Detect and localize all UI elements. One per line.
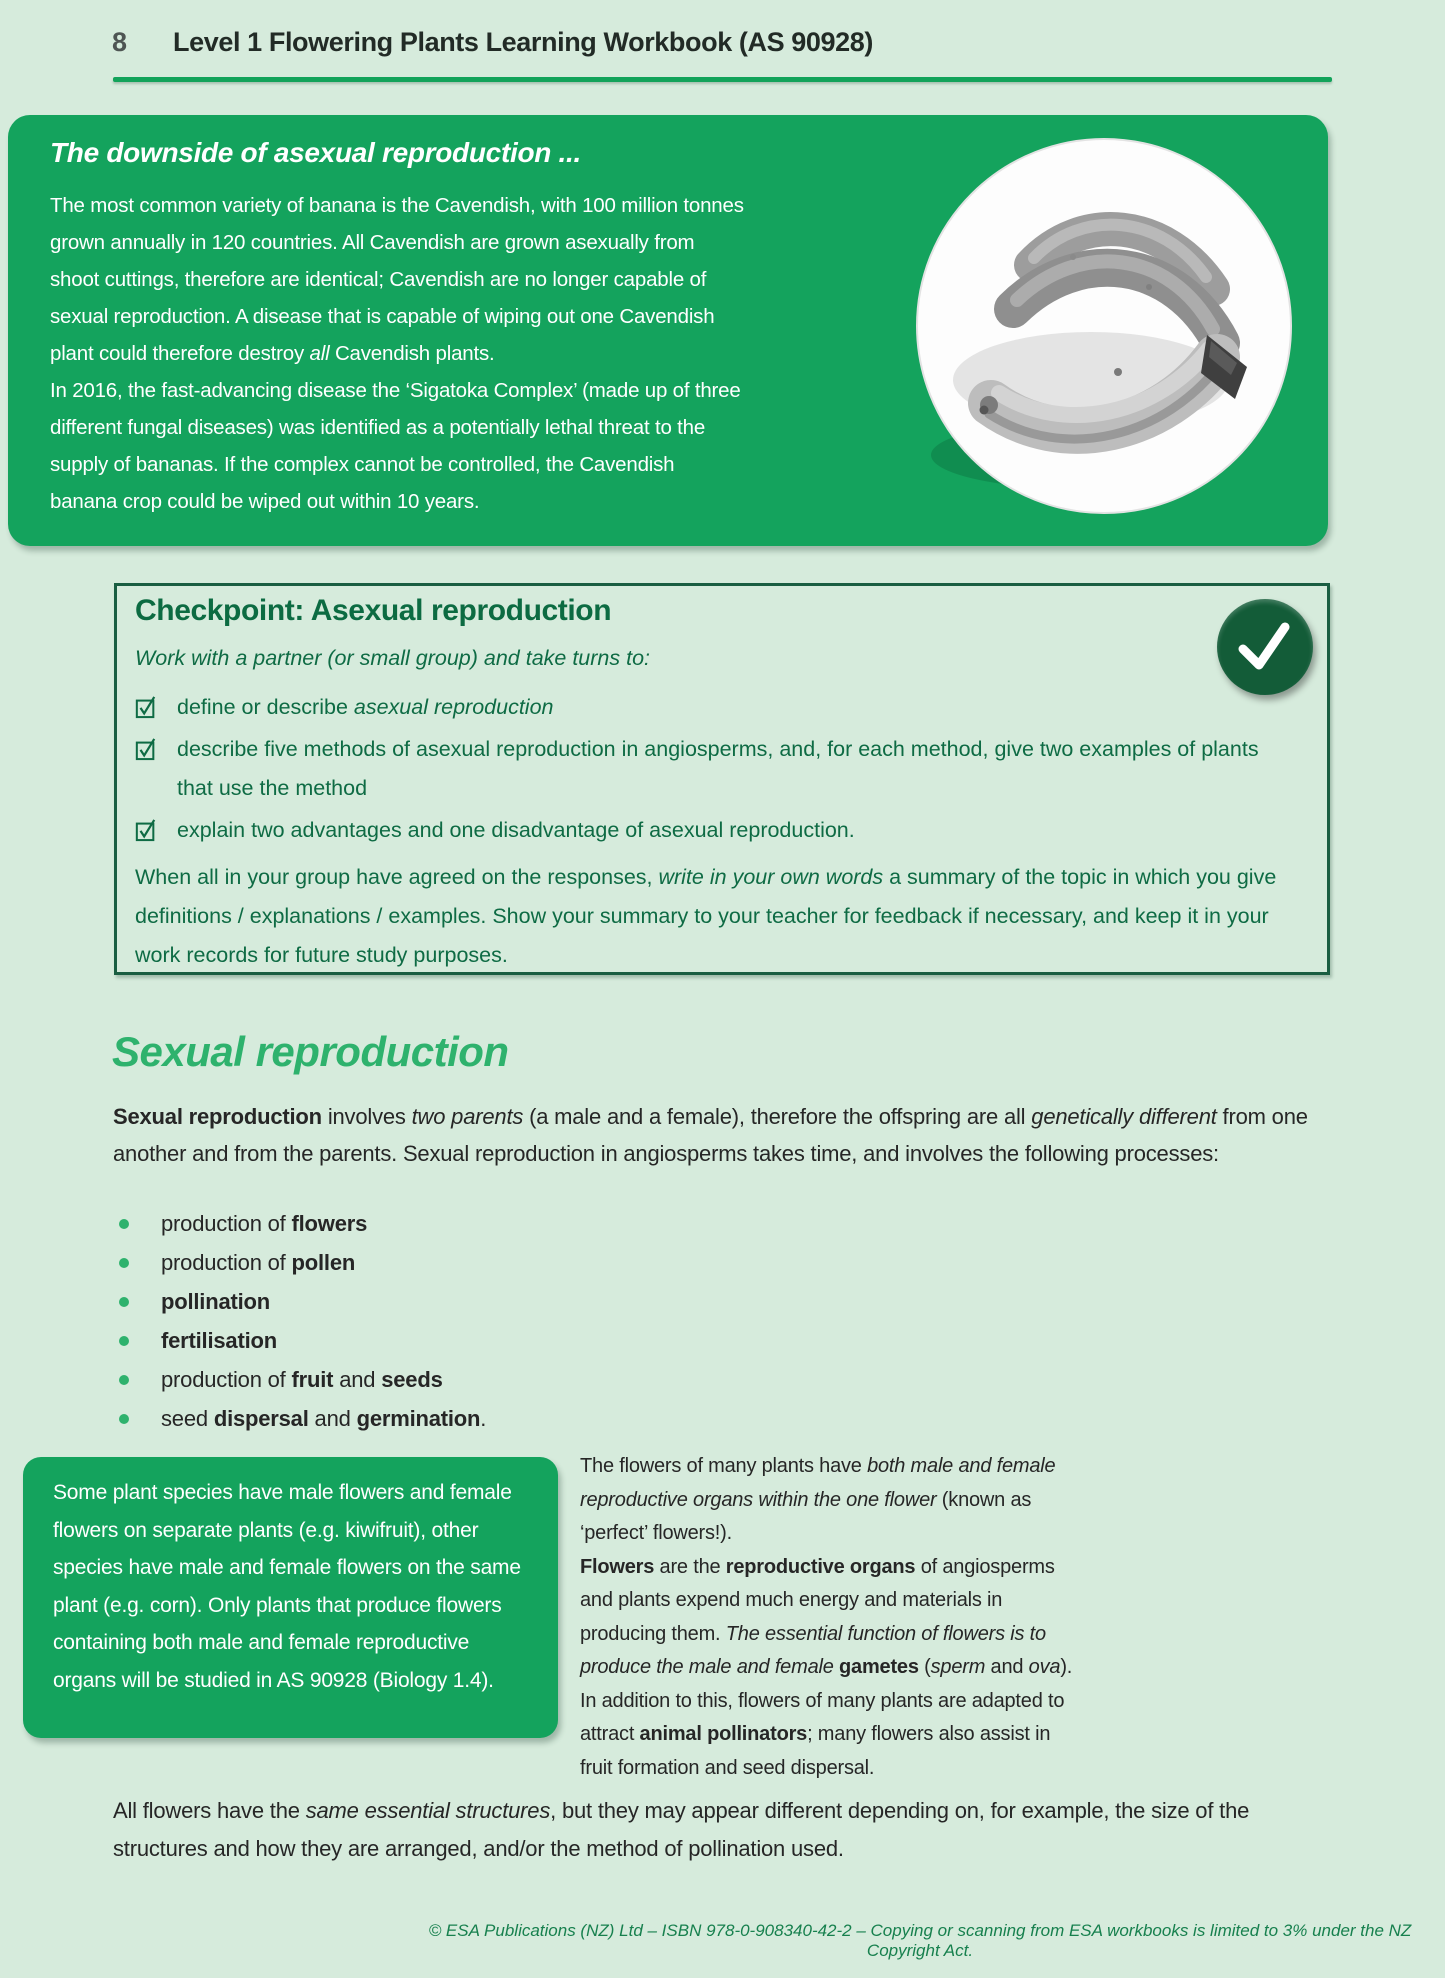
bullet-list: [113, 1212, 1013, 1446]
checkpoint-outro: When all in your group have agreed on the responses, write in your own words a summary of the topic in which you give definitions / explanations / examples. Show your summary to your teacher for feedback if necessary, and keep it in your work records for future study purposes.: [135, 865, 1277, 967]
section-heading: Sexual reproduction: [112, 1028, 509, 1075]
section-intro: Sexual reproduction involves two parents (a male and a female), therefore the offspring are all genetically different from one another and from the parents. Sexual reproduction in angiosperms takes time, and involves the following processes:: [113, 1104, 1308, 1166]
bullet-item: [113, 1407, 1013, 1431]
bullet-item-text: production of fruit and seeds: [161, 1367, 443, 1392]
bullet-item: [113, 1329, 1013, 1353]
bullet-item-text: production of pollen: [161, 1250, 356, 1275]
header-title: Level 1 Flowering Plants Learning Workbook (AS 90928): [173, 27, 873, 57]
aside-box: [23, 1457, 558, 1738]
right-column: [580, 1450, 1080, 1785]
bullet-dot-icon: [119, 1336, 129, 1346]
right-column-paragraph-2: Flowers are the reproductive organs of angiosperms and plants expend much energy and materials in producing them. The essential function of flowers is to produce the male and female gametes (sperm and ova). In addition to this, flowers of many plants are adapted to attract animal pollinators; many flowers also assist in fruit formation and seed dispersal.: [580, 1555, 1073, 1779]
checkpoint-title: Checkpoint: Asexual reproduction: [135, 594, 612, 627]
downside-box: [8, 115, 1328, 546]
checked-checkbox-icon: [135, 695, 157, 719]
checkpoint-item-list: [135, 688, 1295, 853]
closing-paragraph: All flowers have the same essential structures, but they may appear different depending on, for example, the size of the structures and how they are arranged, and/or the method of pollination used.: [113, 1798, 1250, 1861]
bananas-on-plate-illustration: [913, 137, 1295, 519]
check-icon: [1217, 599, 1313, 695]
bullet-dot-icon: [119, 1258, 129, 1268]
bullet-item-text: production of flowers: [161, 1211, 368, 1236]
checkpoint-item: [135, 688, 1295, 727]
checked-checkbox-icon: [135, 818, 157, 842]
bullet-dot-icon: [119, 1375, 129, 1385]
bullet-item-text: pollination: [161, 1289, 271, 1314]
checked-checkbox-icon: [135, 737, 157, 761]
downside-paragraph-2: In 2016, the fast-advancing disease the ‘Sigatoka Complex’ (made up of three different fungal diseases) was identified as a potentially lethal threat to the supply of bananas. If the complex cannot be controlled, the Cavendish banana crop could be wiped out within 10 years.: [50, 379, 741, 513]
bullet-dot-icon: [119, 1219, 129, 1229]
bullet-item: [113, 1251, 1013, 1275]
checkpoint-box: [114, 583, 1330, 975]
bullet-item: [113, 1290, 1013, 1314]
bullet-item: [113, 1212, 1013, 1236]
bullet-item-text: seed dispersal and germination.: [161, 1406, 487, 1431]
banana-photo: [913, 137, 1295, 519]
checkpoint-item-text: define or describe asexual reproduction: [177, 695, 554, 719]
footer-note: © ESA Publications (NZ) Ltd – ISBN 978-0-908340-42-2 – Copying or scanning from ESA workbooks is limited to 3% under the NZ Copyright Act.: [428, 1921, 1412, 1960]
right-column-paragraph-1: The flowers of many plants have both male and female reproductive organs within the one flower (known as ‘perfect’ flowers!).: [580, 1455, 1056, 1544]
aside-text: Some plant species have male flowers and female flowers on separate plants (e.g. kiwifruit), other species have male and female flowers on the same plant (e.g. corn). Only plants that produce flowers containing both male and female reproductive organs will be studied in AS 90928 (Biology 1.4).: [53, 1481, 521, 1692]
page-number: 8: [112, 27, 127, 57]
bullet-item-text: fertilisation: [161, 1328, 277, 1353]
downside-box-title: The downside of asexual reproduction ...: [50, 137, 581, 168]
checkpoint-intro: Work with a partner (or small group) and take turns to:: [135, 646, 651, 670]
downside-box-text: [50, 187, 745, 520]
bullet-dot-icon: [119, 1414, 129, 1424]
check-circle-badge: [1217, 599, 1313, 695]
checkpoint-item: [135, 730, 1295, 808]
header-rule: [113, 77, 1332, 82]
checkpoint-item-text: explain two advantages and one disadvantage of asexual reproduction.: [177, 818, 855, 842]
bullet-dot-icon: [119, 1297, 129, 1307]
checkpoint-item: [135, 811, 1295, 850]
bullet-item: [113, 1368, 1013, 1392]
downside-paragraph-1: The most common variety of banana is the Cavendish, with 100 million tonnes grown annually in 120 countries. All Cavendish are grown asexually from shoot cuttings, therefore are identical; Cavendish are no longer capable of sexual reproduction. A disease that is capable of wiping out one Cavendish plant could therefore destroy all Cavendish plants.: [50, 194, 744, 365]
checkpoint-item-text: describe five methods of asexual reproduction in angiosperms, and, for each method, give two examples of plants that use the method: [177, 737, 1259, 800]
